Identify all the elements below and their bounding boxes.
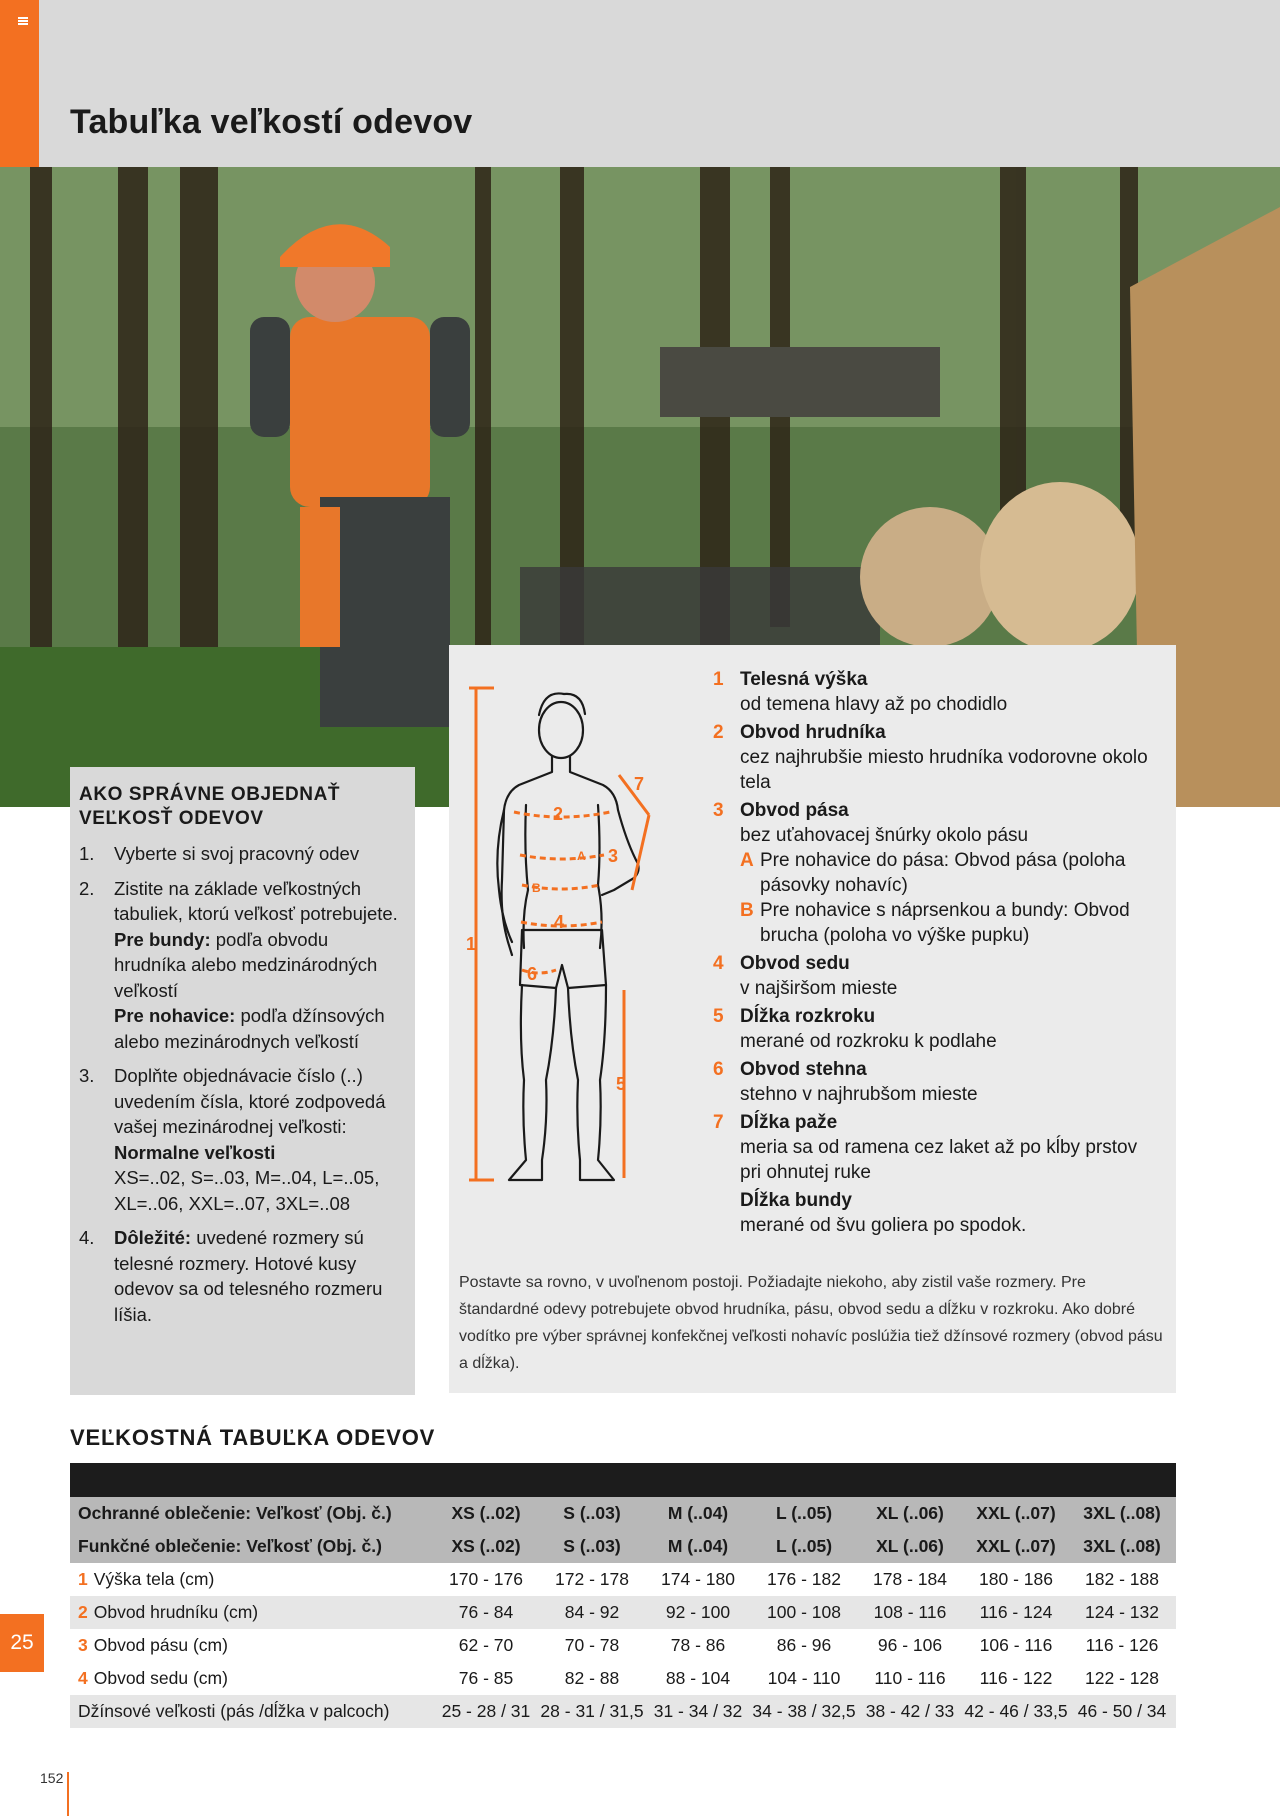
measure-waist-a: A Pre nohavice do pása: Obvod pása (poloha pásovky nohavíc): [740, 850, 1126, 896]
size-table-top-bar: [70, 1463, 1176, 1497]
table-row-height: 1 Výška tela (cm) 170 - 176 172 - 178 174 - 180 176 - 182 178 - 184 180 - 186 182 - 188: [78, 1569, 1159, 1589]
measurement-guide-box: [449, 645, 1176, 1393]
figure-label-1: 1: [466, 934, 477, 954]
figure-label-5: 5: [616, 1074, 627, 1094]
measure-inseam: 5 Dĺžka rozkroku merané od rozkroku k podlahe: [713, 1006, 997, 1052]
measure-height: 1 Telesná výška od temena hlavy až po chodidlo: [713, 669, 1008, 715]
measure-jacket-length: Dĺžka bundy merané od švu goliera po spodok.: [740, 1190, 1027, 1236]
figure-label-7: 7: [634, 774, 645, 794]
size-table-title: VEĽKOSTNÁ TABUĽKA ODEVOV: [70, 1425, 436, 1450]
step-2: 2. Zistite na základe veľkostných tabuliek, ktorú veľkosť potrebujete. Pre bundy: podľa obvodu hrudníka alebo medzinárodných veľkostí Pre nohavice: podľa džínsových alebo mezinárodnych veľkostí: [79, 877, 398, 1052]
measure-waist-b: B Pre nohavice s náprsenkou a bundy: Obvod brucha (poloha vo výške pupku): [740, 900, 1130, 946]
measure-chest: 2 Obvod hrudníka cez najhrubšie miesto hrudníka vodorovne okolo tela: [713, 722, 1148, 793]
figure-label-4: 4: [554, 912, 565, 932]
hamburger-menu-icon[interactable]: [18, 17, 28, 26]
table-row-functional-sizes: Funkčné oblečenie: Veľkosť (Obj. č.) XS (..02) S (..03) M (..04) L (..05) XL (..06) XXL (..07) 3XL (..08): [70, 1530, 1176, 1563]
page-number: 152: [40, 1770, 64, 1786]
size-table: [70, 1463, 1176, 1728]
figure-label-a: A: [577, 849, 586, 863]
ordering-title: AKO SPRÁVNE OBJEDNAŤ VEĽKOSŤ ODEVOV: [79, 784, 341, 829]
orange-side-tab: [0, 0, 39, 167]
measurement-note: Postavte sa rovno, v uvoľnenom postoji. Požiadajte niekoho, aby zistil vaše rozmery. Pre štandardné odevy potrebujete obvod hrudníka, pásu, obvod sedu a dĺžku v rozkroku. Ako dobré vodítko pre výber správnej konfekčnej veľkosti nohavíc poslúžia tiež džínsové rozmery (obvod pásu a dĺžka).: [459, 1274, 1163, 1372]
page-title: Tabuľka veľkostí odevov: [70, 103, 473, 141]
figure-label-3: 3: [608, 846, 619, 866]
page-header: [0, 0, 1280, 167]
measure-hips: 4 Obvod sedu v najširšom mieste: [713, 953, 898, 999]
figure-label-2: 2: [553, 804, 564, 824]
step-4: 4. Dôležité: uvedené rozmery sú telesné rozmery. Hotové kusy odevov sa od telesného rozmeru líšia.: [79, 1227, 383, 1325]
step-3: 3. Doplňte objednávacie číslo (..) uvedením čísla, ktoré zodpovedá vašej mezinárodnej veľkosti: Normalne veľkosti XS=..02, S=..03, M=..04, L=..05, XL=..06, XXL=..07, 3XL=..08: [79, 1065, 386, 1214]
ordering-instructions-box: [70, 767, 415, 1395]
body-measurement-figure: [464, 680, 689, 1190]
measure-thigh: 6 Obvod stehna stehno v najhrubšom mieste: [713, 1059, 978, 1105]
page-badge: 25: [0, 1614, 44, 1672]
measurement-list: [713, 667, 1163, 1241]
measure-arm: 7 Dĺžka paže meria sa od ramena cez laket až po kĺby prstov pri ohnutej ruke: [713, 1112, 1138, 1183]
table-row-chest: 2 Obvod hrudníku (cm) 76 - 84 84 - 92 92 - 100 100 - 108 108 - 116 116 - 124 124 - 132: [70, 1596, 1176, 1629]
table-row-protective-sizes: Ochranné oblečenie: Veľkosť (Obj. č.) XS (..02) S (..03) M (..04) L (..05) XL (..06) XXL (..07) 3XL (..08): [70, 1497, 1176, 1530]
table-row-jeans: Džínsové veľkosti (pás /dĺžka v palcoch) 25 - 28 / 31 28 - 31 / 31,5 31 - 34 / 32 34 - 38 / 32,5 38 - 42 / 33 42 - 46 / 33,5 46 - 50 / 34: [70, 1695, 1176, 1728]
table-row-hips: 4 Obvod sedu (cm) 76 - 85 82 - 88 88 - 104 104 - 110 110 - 116 116 - 122 122 - 128: [78, 1668, 1159, 1688]
figure-label-b: B: [532, 881, 541, 895]
measure-waist: 3 Obvod pása bez uťahovacej šnúrky okolo pásu A Pre nohavice do pása: Obvod pása (poloha pásovky nohavíc) B Pre nohavice s náprsenkou a bundy: Obvod brucha (poloha vo výške pupku): [713, 798, 1163, 948]
ordering-steps: [79, 841, 405, 1327]
step-1: 1. Vyberte si svoj pracovný odev: [79, 843, 360, 864]
table-row-waist: 3 Obvod pásu (cm) 62 - 70 70 - 78 78 - 86 86 - 96 96 - 106 106 - 116 116 - 126: [78, 1635, 1159, 1655]
figure-label-6: 6: [527, 964, 538, 984]
page-number-divider: [67, 1772, 69, 1816]
